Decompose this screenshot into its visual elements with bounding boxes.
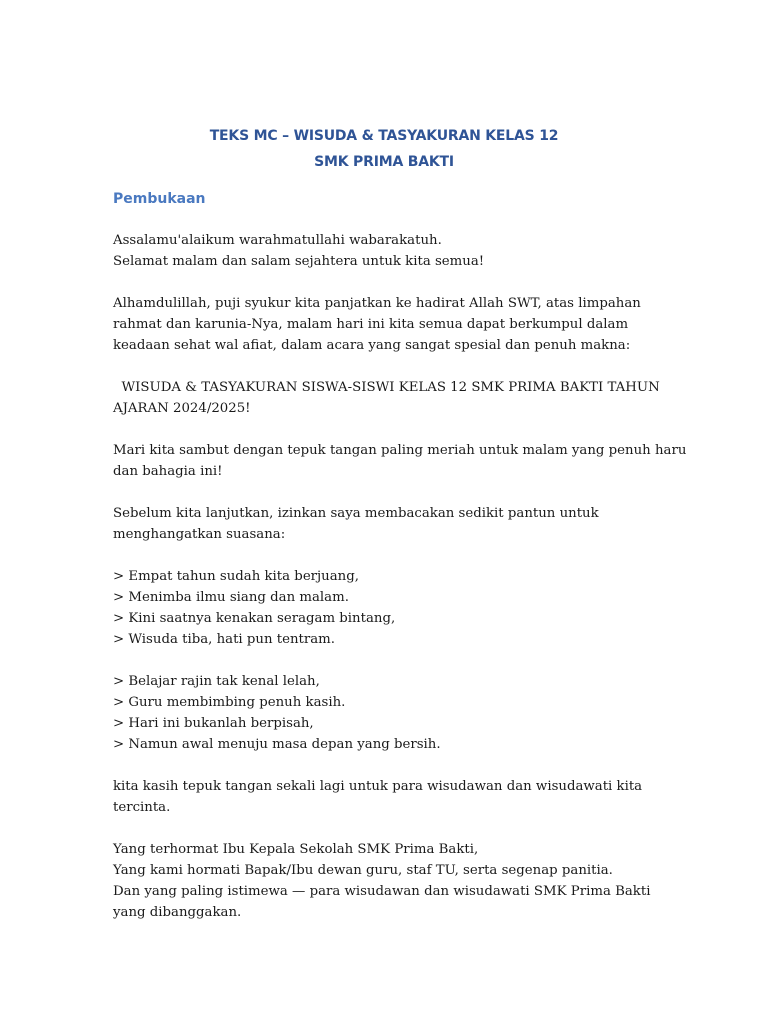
text-line: Selamat malam dan salam sejahtera untuk kita semua! [113,254,485,269]
text-line: Sebelum kita lanjutkan, izinkan saya membacakan sedikit pantun untuk [113,506,599,521]
paragraph-gap [113,818,673,839]
section-heading: Pembukaan [113,191,206,207]
paragraph-gap [113,272,673,293]
document-body [113,230,687,923]
text-line: kita kasih tepuk tangan sekali lagi untuk para wisudawan dan wisudawati kita [113,779,643,794]
paragraph-gap [113,545,673,566]
paragraph [113,776,673,818]
text-line: > Wisuda tiba, hati pun tentram. [113,632,336,647]
text-line: > Guru membimbing penuh kasih. [113,695,346,710]
text-line: > Namun awal menuju masa depan yang bersih. [113,737,441,752]
text-line: > Hari ini bukanlah berpisah, [113,716,314,731]
paragraph [113,566,673,650]
text-line: keadaan sehat wal afiat, dalam acara yang sangat spesial dan penuh makna: [113,338,631,353]
paragraph-gap [113,755,673,776]
paragraph [113,440,687,482]
text-line: dan bahagia ini! [113,464,223,479]
document-title-line-2: SMK PRIMA BAKTI [314,154,454,170]
text-line: > Empat tahun sudah kita berjuang, [113,569,359,584]
paragraph-gap [113,419,673,440]
paragraph [113,503,673,545]
paragraph [113,377,673,419]
text-line: Alhamdulillah, puji syukur kita panjatkan ke hadirat Allah SWT, atas limpahan [113,296,641,311]
paragraph [113,293,673,356]
text-line: > Kini saatnya kenakan seragam bintang, [113,611,396,626]
paragraph [113,839,673,923]
text-line: AJARAN 2024/2025! [113,401,251,416]
text-line: > Belajar rajin tak kenal lelah, [113,674,320,689]
paragraph [113,230,673,272]
text-line: menghangatkan suasana: [113,527,286,542]
paragraph-gap [113,482,673,503]
paragraph-gap [113,650,673,671]
text-line: yang dibanggakan. [113,905,242,920]
text-line: Assalamu'alaikum warahmatullahi wabarakatuh. [113,233,442,248]
text-line: Yang terhormat Ibu Kepala Sekolah SMK Prima Bakti, [113,842,479,857]
text-line: Yang kami hormati Bapak/Ibu dewan guru, staf TU, serta segenap panitia. [113,863,613,878]
text-line: Mari kita sambut dengan tepuk tangan paling meriah untuk malam yang penuh haru [113,443,687,458]
text-line: Dan yang paling istimewa — para wisudawan dan wisudawati SMK Prima Bakti [113,884,651,899]
text-line: rahmat dan karunia-Nya, malam hari ini kita semua dapat berkumpul dalam [113,317,629,332]
text-line: > Menimba ilmu siang dan malam. [113,590,349,605]
text-line: WISUDA & TASYAKURAN SISWA-SISWI KELAS 12 SMK PRIMA BAKTI TAHUN [113,380,660,395]
paragraph [113,671,673,755]
document-title-line-1: TEKS MC – WISUDA & TASYAKURAN KELAS 12 [209,128,559,144]
paragraph-gap [113,356,673,377]
text-line: tercinta. [113,800,171,815]
